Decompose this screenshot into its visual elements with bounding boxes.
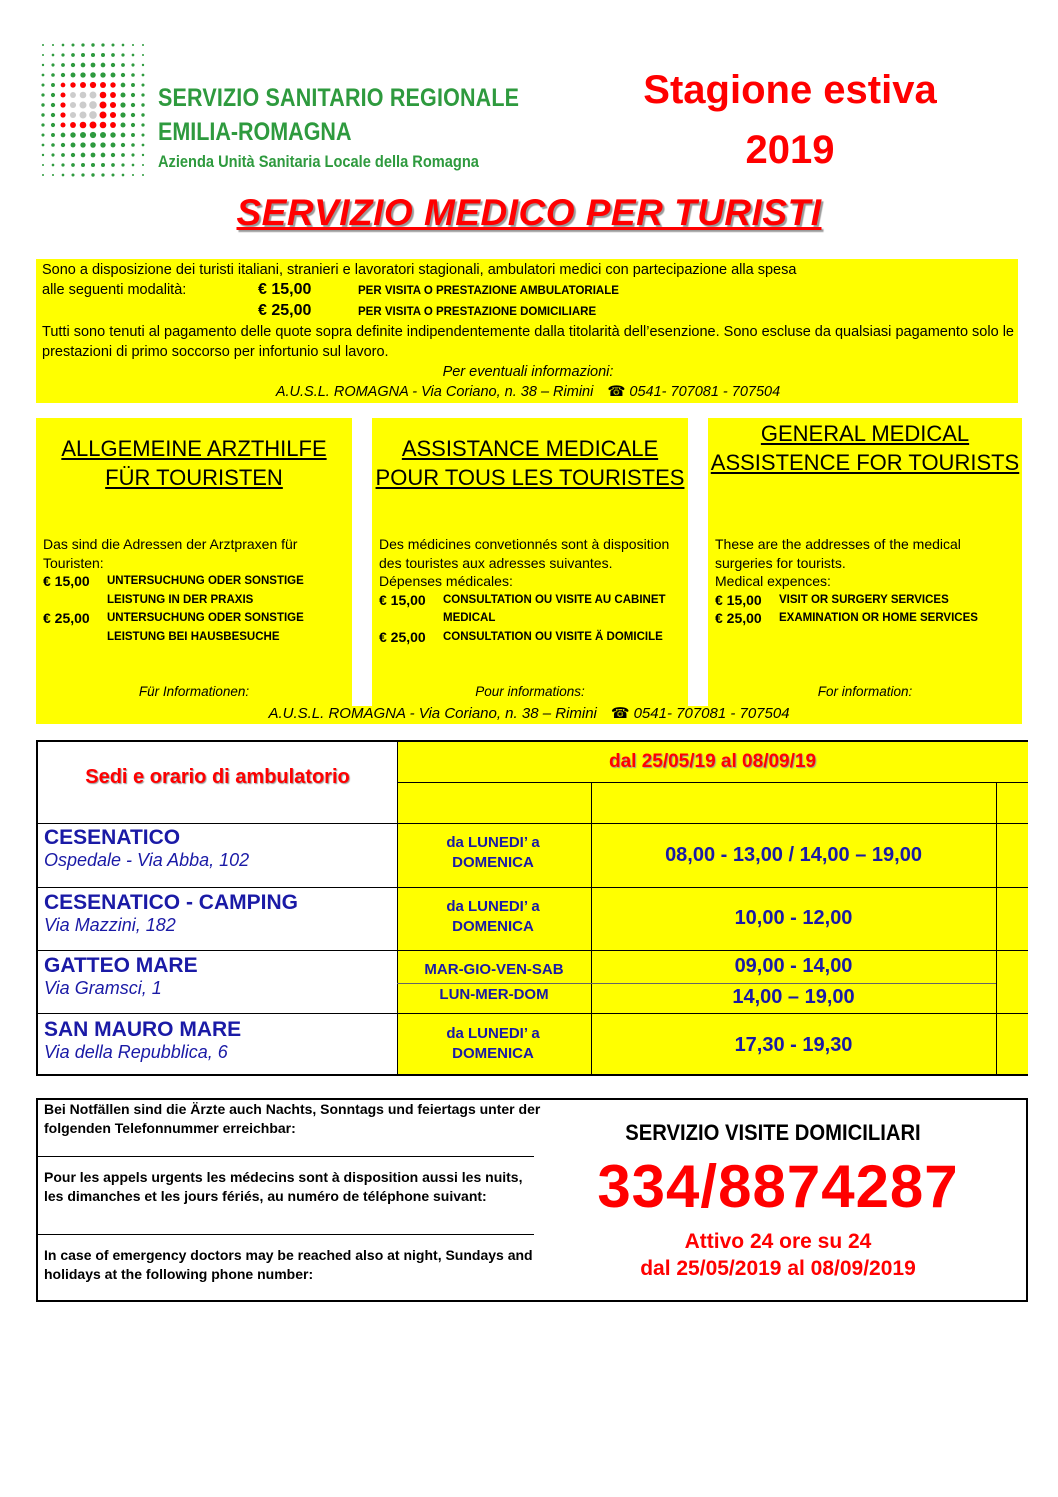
contact-line-2: [0, 704, 1058, 722]
logo-dot: [51, 73, 55, 77]
logo-dot: [131, 63, 134, 66]
logo-dot: [61, 73, 65, 77]
logo-dot: [100, 92, 107, 99]
german-info: Für Informationen:: [138, 684, 250, 699]
logo-dot: [41, 83, 44, 86]
logo-dot: [91, 53, 95, 57]
home-service-title: SERVIZIO VISITE DOMICILIARI: [625, 1120, 921, 1145]
logo-dot: [71, 53, 75, 57]
logo-dot: [110, 112, 116, 118]
emergency-box: [36, 1098, 1028, 1302]
logo-dot: [80, 82, 86, 88]
logo-dot: [70, 132, 75, 137]
logo-dot: [80, 122, 87, 129]
location-address: Via Mazzini, 182: [44, 915, 176, 935]
logo-dot: [110, 122, 116, 128]
logo-dot: [51, 153, 54, 156]
logo-dot: [51, 93, 55, 97]
logo-dot: [71, 163, 75, 167]
location-address: Via Gramsci, 1: [44, 978, 162, 998]
intro-text-3: Tutti sono tenuti al pagamento delle quote sopra definite indipendentemente dalla titolarità dell’esenzione. Sono escluse da qualsiasi pagamento solo le prestazioni di primo soccorso per infortunio sul lavoro.: [42, 324, 1014, 360]
logo-dot: [142, 54, 144, 56]
logo-dot: [142, 44, 144, 46]
logo-dot: [52, 44, 54, 46]
location-days: MAR-GIO-VEN-SAB: [424, 961, 564, 978]
schedule-heading: Sedi e orario di ambulatorio: [85, 766, 350, 788]
season-label: [580, 60, 1000, 180]
logo-dot: [60, 92, 65, 97]
location-name: CESENATICO: [44, 826, 181, 849]
logo-dot: [52, 54, 55, 57]
logo-dot: [111, 53, 115, 57]
logo-dot: [120, 102, 125, 107]
contact-address-2: A.U.S.L. ROMAGNA - Via Coriano, n. 38 – Rimini: [268, 705, 597, 722]
logo-dot: [142, 164, 144, 166]
logo-dot: [71, 73, 76, 78]
logo-dot: [81, 173, 84, 176]
logo-dot: [131, 113, 135, 117]
location-days: da LUNEDI’ a DOMENICA: [446, 1025, 540, 1062]
logo-dot: [42, 174, 44, 176]
location-hours: 17,30 - 19,30: [734, 1034, 853, 1056]
logo-dot: [41, 113, 44, 116]
logo-dot: [91, 173, 94, 176]
logo-dot: [142, 64, 144, 66]
location-name: CESENATICO - CAMPING: [44, 891, 298, 914]
logo-dot: [131, 103, 135, 107]
logo-dot: [100, 142, 105, 147]
logo-dot: [70, 92, 76, 98]
logo-dot: [60, 102, 65, 107]
french-info: Pour informations:: [475, 684, 585, 699]
logo-dot: [111, 63, 115, 67]
logo-dot: [142, 154, 144, 156]
logo-dot: [51, 113, 55, 117]
logo-dot: [41, 103, 44, 106]
logo-dot: [80, 72, 85, 77]
logo-dot: [90, 132, 96, 138]
logo-dot: [41, 133, 44, 136]
logo-dot: [60, 122, 65, 127]
logo-dot: [141, 103, 144, 106]
logo-dot: [79, 101, 86, 108]
phone-icon: ☎: [607, 384, 626, 400]
logo-dot: [80, 92, 87, 99]
logo-dot: [81, 53, 85, 57]
logo-dot: [120, 122, 125, 127]
season-line1: Stagione estiva: [643, 68, 937, 112]
logo-dot: [100, 82, 106, 88]
logo-dot: [90, 122, 97, 129]
french-fee1-value: € 15,00: [379, 591, 426, 608]
price-ambulatory: € 15,00: [258, 281, 312, 298]
emergency-text-en: In case of emergency doctors may be reached also at night, Sundays and holidays at the following phone number:: [44, 1247, 533, 1282]
logo-dot: [132, 174, 134, 176]
logo-dot: [81, 163, 85, 167]
logo-dot: [110, 92, 116, 98]
logo-dot: [141, 93, 144, 96]
logo-dot: [101, 63, 106, 68]
logo-dot: [99, 101, 106, 108]
location-days: da LUNEDI’ a DOMENICA: [446, 834, 540, 871]
logo-dot: [52, 174, 54, 176]
english-fee2-label: EXAMINATION OR HOME SERVICES: [779, 612, 978, 624]
logo-dot: [81, 43, 84, 46]
table-row: [44, 1018, 241, 1063]
emergency-text-fr: Pour les appels urgents les médecins sont à disposition aussi les nuits, les dimanches et les jours fériés, au numéro de téléphone suivant:: [44, 1169, 523, 1204]
logo-dot: [61, 153, 65, 157]
german-fee1-value: € 15,00: [43, 573, 90, 589]
logo-dot: [42, 44, 44, 46]
logo-dot: [111, 153, 115, 157]
french-text-2: Dépenses médicales:: [379, 573, 513, 589]
logo-dot: [132, 44, 134, 46]
logo-dot: [132, 164, 135, 167]
logo-dot: [110, 132, 115, 137]
contact-phone-2: 0541- 707081 - 707504: [633, 705, 790, 722]
logo-dot: [51, 123, 55, 127]
logo-dot: [111, 163, 115, 167]
logo-dot: [91, 153, 96, 158]
french-text: Des médicines convetionnés sont à disposition des touristes aux adresses suivantes.: [379, 536, 670, 571]
location-name: GATTEO MARE: [44, 954, 198, 977]
logo-icon: [38, 40, 150, 180]
location-hours: 08,00 - 13,00 / 14,00 – 19,00: [665, 844, 922, 866]
logo-dot: [142, 74, 145, 77]
logo-dot: [70, 112, 76, 118]
location-days-b: LUN-MER-DOM: [439, 986, 549, 1003]
logo-dot: [141, 83, 144, 86]
logo-dot: [51, 103, 55, 107]
german-fee2-label: UNTERSUCHUNG ODER SONSTIGE LEISTUNG BEI HAUSBESUCHE: [107, 612, 304, 643]
english-fee1-value: € 15,00: [715, 591, 762, 608]
location-hours: 10,00 - 12,00: [734, 907, 853, 929]
logo-dot: [141, 133, 144, 136]
phone-icon: ☎: [610, 705, 630, 722]
org-name-line3: Azienda Unità Sanitaria Locale della Romagna: [158, 152, 479, 171]
logo-dot: [62, 174, 65, 177]
logo-dot: [81, 63, 86, 68]
logo-dot: [101, 153, 106, 158]
logo-dot: [120, 92, 125, 97]
logo-dot: [131, 123, 135, 127]
logo-dot: [100, 72, 105, 77]
logo-dot: [141, 113, 144, 116]
home-service-active: [558, 1228, 998, 1282]
logo-dot: [71, 63, 75, 67]
logo-dot: [51, 133, 55, 137]
logo-dot: [71, 143, 76, 148]
org-name-line2: EMILIA-ROMAGNA: [158, 118, 352, 146]
intro-text-2: alle seguenti modalità:: [42, 282, 187, 298]
english-fee2-value: € 25,00: [715, 610, 762, 626]
table-row: [44, 826, 249, 871]
logo-dot: [51, 143, 55, 147]
logo-dot: [71, 43, 74, 46]
intro-box: [36, 259, 1018, 403]
logo-dot: [131, 83, 135, 87]
english-box: [708, 418, 1022, 706]
location-address: Via della Repubblica, 6: [44, 1042, 228, 1062]
french-fee2-label: CONSULTATION OU VISITE Ä DOMICILE: [443, 630, 663, 643]
home-service-dates: dal 25/05/2019 al 08/09/2019: [640, 1257, 916, 1280]
page-title: SERVIZIO MEDICO PER TURISTI: [236, 192, 822, 233]
logo-dot: [90, 72, 96, 78]
logo-dot: [99, 111, 106, 118]
location-hours: 09,00 - 14,00: [734, 955, 853, 977]
contact-phone: 0541- 707081 - 707504: [629, 384, 781, 400]
location-address: Ospedale - Via Abba, 102: [44, 850, 250, 870]
logo-dot: [42, 164, 44, 166]
logo-dot: [51, 83, 55, 87]
logo-dot: [89, 111, 97, 119]
logo-dot: [51, 63, 54, 66]
logo-dot: [89, 101, 97, 109]
intro-text-1: Sono a disposizione dei turisti italiani, stranieri e lavoratori stagionali, ambulatori medici con partecipazione alla spesa: [42, 262, 797, 278]
logo-dot: [111, 173, 114, 176]
logo-dot: [110, 102, 116, 108]
french-box: [372, 418, 688, 706]
logo-dot: [121, 163, 124, 166]
logo-dot: [81, 153, 86, 158]
logo-dot: [41, 123, 44, 126]
logo-dot: [141, 123, 144, 126]
german-fee2-value: € 25,00: [43, 610, 90, 626]
english-title: GENERAL MEDICAL ASSISTENCE FOR TOURISTS: [710, 421, 1020, 475]
logo-dot: [42, 64, 44, 66]
logo-dot: [42, 74, 45, 77]
logo-dot: [111, 43, 114, 46]
logo-dot: [61, 53, 64, 56]
logo-dot: [121, 53, 124, 56]
logo-dot: [91, 43, 94, 46]
logo-dot: [121, 153, 125, 157]
english-text: These are the addresses of the medical surgeries for tourists.: [715, 536, 961, 571]
logo-dot: [61, 143, 65, 147]
logo-dot: [111, 73, 116, 78]
schedule-period: dal 25/05/19 al 08/09/19: [608, 751, 817, 772]
logo-dot: [52, 164, 55, 167]
logo-dot: [90, 142, 96, 148]
logo-dot: [61, 133, 66, 138]
home-service-phone: 334/8874287: [597, 1153, 959, 1220]
logo-dot: [41, 93, 44, 96]
logo-dot: [121, 143, 125, 147]
english-fee1-label: VISIT OR SURGERY SERVICES: [779, 593, 949, 606]
german-fee1-label: UNTERSUCHUNG ODER SONSTIGE LEISTUNG IN DER PRAXIS: [107, 575, 304, 606]
logo-dot: [71, 153, 75, 157]
contact-address: A.U.S.L. ROMAGNA - Via Coriano, n. 38 – Rimini: [275, 384, 594, 400]
location-days: da LUNEDI’ a DOMENICA: [446, 898, 540, 935]
schedule-table: [36, 740, 1028, 1076]
logo-dot: [100, 122, 107, 129]
logo-dot: [79, 111, 86, 118]
logo-dot: [101, 163, 105, 167]
logo-dot: [121, 133, 126, 138]
location-hours-b: 14,00 – 19,00: [732, 986, 855, 1008]
table-row: [44, 954, 198, 999]
home-service-hours: Attivo 24 ore su 24: [684, 1230, 872, 1253]
logo-dot: [101, 173, 104, 176]
location-name: SAN MAURO MARE: [44, 1018, 242, 1041]
price-ambulatory-label: PER VISITA O PRESTAZIONE AMBULATORIALE: [358, 285, 619, 297]
logo-dot: [131, 133, 135, 137]
german-title: ALLGEMEINE ARZTHILFE FÜR TOURISTEN: [61, 436, 327, 490]
logo-dot: [70, 122, 76, 128]
logo-dot: [131, 73, 135, 77]
logo-dot: [101, 53, 105, 57]
logo-dot: [131, 153, 134, 156]
logo-dot: [110, 82, 115, 87]
logo-dot: [131, 93, 135, 97]
logo-dot: [60, 112, 65, 117]
emergency-text-de: Bei Notfällen sind die Ärzte auch Nachts, Sonntags und feiertags unter der folgenden Telefonnummer erreichbar:: [44, 1101, 541, 1136]
logo-dot: [121, 83, 126, 88]
french-fee1-label: CONSULTATION OU VISITE AU CABINET MEDICAL: [443, 593, 666, 624]
logo-dot: [61, 163, 64, 166]
logo-dot: [71, 173, 74, 176]
logo-dot: [42, 144, 45, 147]
logo-dot: [80, 142, 85, 147]
logo-dot: [91, 163, 95, 167]
logo-dot: [61, 63, 65, 67]
logo-dot: [70, 82, 75, 87]
logo-dot: [122, 44, 125, 47]
english-info: For information:: [817, 684, 913, 699]
price-home: € 25,00: [258, 302, 312, 319]
french-fee2-value: € 25,00: [379, 628, 426, 645]
logo-dot: [42, 54, 44, 56]
logo-dot: [100, 132, 106, 138]
logo-dot: [62, 44, 65, 47]
logo-dot: [121, 73, 125, 77]
intro-info-label: Per eventuali informazioni:: [442, 364, 614, 380]
logo-dot: [111, 143, 116, 148]
price-home-label: PER VISITA O PRESTAZIONE DOMICILIARE: [358, 306, 597, 318]
english-text-2: Medical expences:: [715, 573, 831, 589]
logo-dot: [61, 83, 66, 88]
logo-dot: [70, 102, 76, 108]
org-name-line1: SERVIZIO SANITARIO REGIONALE: [158, 84, 520, 112]
logo-dot: [142, 144, 145, 147]
logo-dot: [90, 82, 96, 88]
logo-dot: [90, 92, 97, 99]
german-box: [36, 418, 352, 706]
logo-dot: [101, 43, 104, 46]
logo-dot: [131, 143, 135, 147]
logo-dot: [42, 154, 44, 156]
logo-dot: [121, 63, 125, 67]
french-title: ASSISTANCE MEDICALE POUR TOUS LES TOURISTES: [375, 436, 685, 490]
logo-dot: [142, 174, 144, 176]
logo-dot: [132, 54, 135, 57]
logo-dot: [120, 112, 125, 117]
logo-dot: [91, 63, 96, 68]
german-text: Das sind die Adressen der Arztpraxen für Touristen:: [43, 536, 298, 571]
logo-dot: [122, 174, 125, 177]
logo-dot: [80, 132, 86, 138]
intro-contact: [42, 382, 1014, 402]
table-row: [44, 891, 298, 936]
season-year: 2019: [745, 128, 835, 172]
